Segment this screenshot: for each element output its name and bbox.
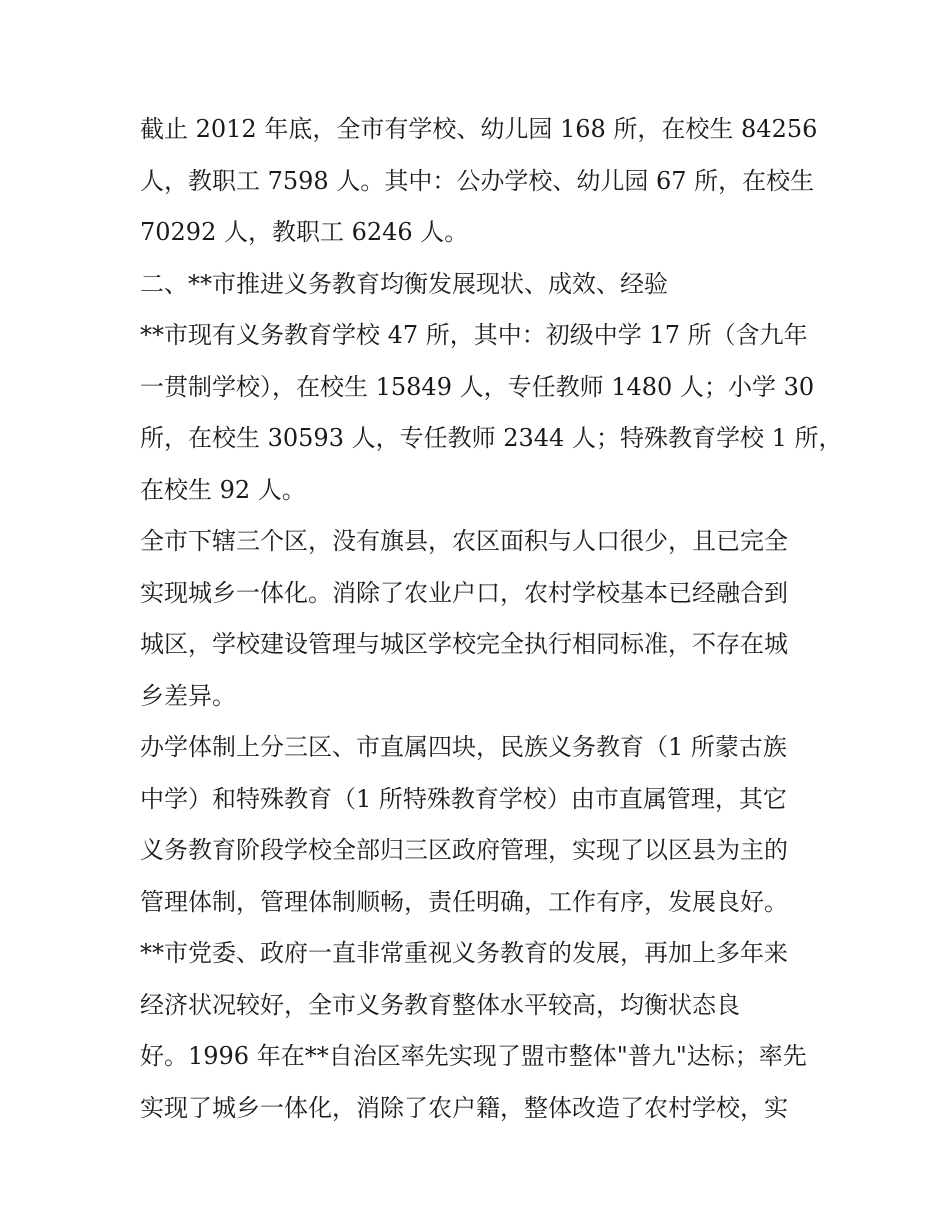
section-heading: 二、**市推进义务教育均衡发展现状、成效、经验 <box>140 269 668 298</box>
text-line-15: 义务教育阶段学校全部归三区政府管理，实现了以区县为主的 <box>140 836 788 864</box>
text-line-18: 经济状况较好，全市义务教育整体水平较高，均衡状态良 <box>140 990 740 1019</box>
document-body-text <box>140 104 843 1134</box>
text-line-17: **市党委、政府一直非常重视义务教育的发展，再加上多年来 <box>140 939 788 967</box>
text-line-2: 人，教职工 7598 人。其中：公办学校、幼儿园 67 所，在校生 <box>140 166 815 195</box>
text-line-13: 办学体制上分三区、市直属四块，民族义务教育（1 所蒙古族 <box>140 733 787 761</box>
text-line-5: **市现有义务教育学校 47 所，其中：初级中学 17 所（含九年 <box>140 321 808 349</box>
text-line-6: 一贯制学校），在校生 15849 人，专任教师 1480 人；小学 30 <box>140 372 815 401</box>
text-line-3: 70292 人，教职工 6246 人。 <box>140 218 469 246</box>
text-line-16: 管理体制，管理体制顺畅，责任明确，工作有序，发展良好。 <box>140 887 788 916</box>
text-line-1: 截止 2012 年底，全市有学校、幼儿园 168 所，在校生 84256 <box>140 115 818 143</box>
text-line-12: 乡差异。 <box>140 681 236 710</box>
text-line-19: 好。1996 年在**自治区率先实现了盟市整体"普九"达标；率先 <box>140 1042 807 1070</box>
text-line-14: 中学）和特殊教育（1 所特殊教育学校）由市直属管理，其它 <box>140 784 787 813</box>
text-line-7: 所，在校生 30593 人，专任教师 2344 人；特殊教育学校 1 所， <box>140 424 843 452</box>
text-line-20: 实现了城乡一体化，消除了农户籍，整体改造了农村学校，实 <box>140 1093 788 1122</box>
text-line-8: 在校生 92 人。 <box>140 475 306 504</box>
text-line-10: 实现城乡一体化。消除了农业户口，农村学校基本已经融合到 <box>140 578 788 607</box>
text-line-9: 全市下辖三个区，没有旗县，农区面积与人口很少，且已完全 <box>140 527 788 555</box>
text-line-11: 城区，学校建设管理与城区学校完全执行相同标准，不存在城 <box>140 630 788 658</box>
